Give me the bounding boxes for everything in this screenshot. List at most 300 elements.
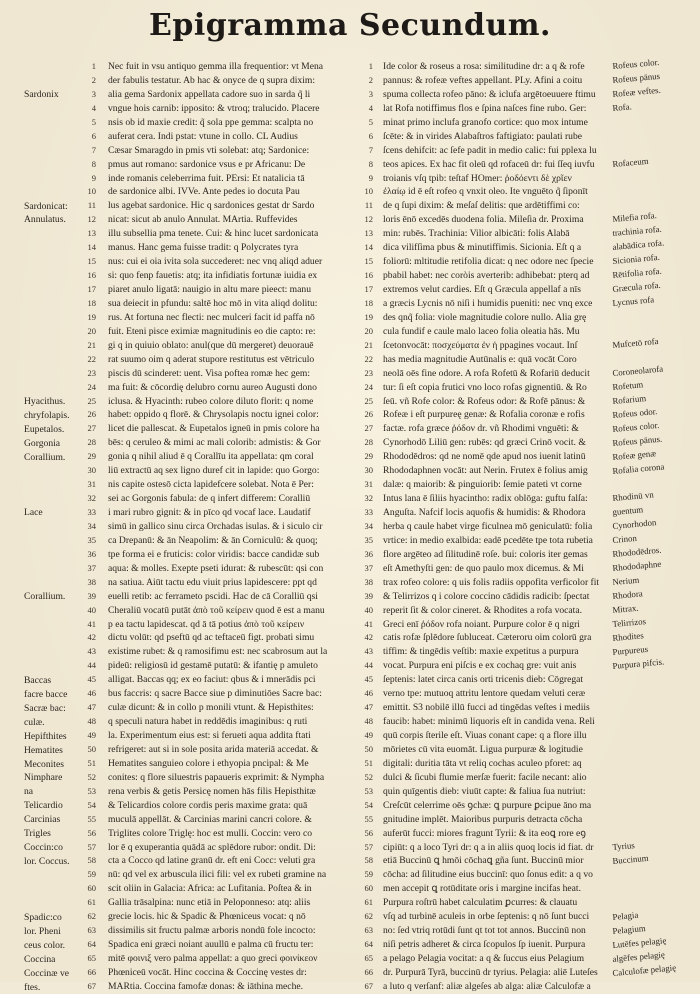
line-text: ſeū. vñ Rofe color: & Rofeus odor: & Rofē pānus: &	[383, 395, 586, 407]
line-text: Phœniceū vocāt. Hinc coccina & Coccinę vestes dr:	[108, 966, 307, 978]
line-text: inde romanis celeberrima fuit. PErsi: Et natalicia tā	[108, 172, 305, 184]
line-number: 47	[87, 702, 96, 713]
margin-note: Coroneolarofa	[612, 363, 664, 378]
line-number: 7	[91, 144, 96, 155]
line-text: si: quo fenp fauetis: atq; ita infidiatis fortunæ iuidia ex	[108, 270, 318, 282]
margin-note: Crinon	[612, 533, 638, 546]
line-text: licet die pallescat. & Eupetalos igneū in pmis colore ha	[108, 423, 320, 435]
margin-note: ftes.	[24, 981, 41, 993]
line-number: 47	[364, 702, 373, 713]
line-text: nus: cui ei oia ivita sola succederet: nec vnq aliqd aduer	[108, 256, 323, 268]
line-text: liū extractū aq sex ligno duref cit in lapide: quo Gorgo:	[108, 465, 320, 477]
line-number: 65	[87, 953, 96, 963]
line-text: troianis vſq tpib: teſtaf HOmer: ῥοδόεντι δὲ χρῖεν	[383, 172, 572, 184]
line-number: 57	[87, 841, 96, 852]
line-text: gi q in quiuio oblato: anul(que dū mergeret) deuorauē	[108, 339, 314, 351]
line-number: 64	[364, 939, 373, 950]
line-number: 37	[87, 562, 96, 573]
line-number: 20	[87, 325, 96, 336]
text-line	[87, 604, 358, 618]
line-text: spuma collecta rofeo pāno: & iclufa argētoeuuere ftimu	[383, 88, 596, 100]
line-text: herba q caule habet virge ficulnea mō geniculatū: folia	[383, 520, 593, 532]
text-line	[87, 813, 358, 827]
margin-note: Lace	[24, 507, 43, 519]
line-text: der fabulis testatur. Ab hac & onyce de q supra dixim:	[108, 74, 316, 86]
text-line	[91, 144, 358, 158]
line-number: 56	[364, 827, 373, 838]
line-number: 49	[364, 730, 373, 740]
text-line	[87, 367, 358, 381]
margin-note: Sacræ bac:	[24, 702, 66, 714]
margin-note: Gorgonia	[24, 437, 61, 449]
line-number: 46	[87, 688, 96, 699]
line-number: 12	[364, 214, 373, 225]
margin-note: algēfes pelagię	[612, 949, 666, 964]
line-text: cōcha: ad ſilitudine eius buccinī: quo ſonus edit: a q vo	[383, 869, 593, 881]
line-number: 55	[364, 813, 373, 824]
text-line	[87, 325, 358, 339]
text-line	[87, 868, 358, 882]
line-number: 65	[364, 953, 373, 963]
line-text: rena verbis & getis Persicę nomen hās filis Hepisthitæ	[108, 785, 316, 797]
text-line	[87, 283, 358, 297]
text-line	[364, 980, 608, 994]
text-line	[364, 464, 608, 478]
text-line	[364, 729, 608, 743]
margin-note: chryfolapis.	[24, 409, 70, 421]
margin-note: Carcinias	[24, 814, 61, 826]
line-text: iclusa. & Hyacinth: rubeo colore diluto florit: q nome	[108, 395, 314, 407]
line-number: 1	[368, 61, 373, 71]
margin-note: Calculofæ pelagię	[612, 962, 677, 978]
line-number: 8	[368, 158, 373, 169]
text-line	[364, 701, 608, 715]
line-number: 66	[87, 966, 96, 977]
line-text: vngue hois carnib: ipposito: & vtroq; tralucido. Placere	[108, 102, 320, 114]
line-number: 28	[364, 437, 373, 448]
line-number: 30	[364, 465, 373, 476]
line-number: 31	[87, 479, 96, 490]
line-text: la. Experimentum eius est: si ferueti aqua addita ftati	[108, 730, 311, 741]
line-text: Cynorhodō Liliū gen: rubēs: qd græci Crinō vocit. &	[383, 437, 586, 449]
line-number: 14	[364, 242, 373, 253]
line-number: 50	[87, 743, 96, 754]
line-number: 24	[87, 381, 96, 392]
text-line	[364, 436, 608, 450]
left-text-column	[87, 60, 358, 994]
line-number: 5	[368, 116, 373, 127]
margin-note: Cynorhodon	[612, 517, 657, 532]
line-number: 37	[364, 562, 373, 573]
margin-note: alabādica rofa.	[612, 237, 665, 253]
text-line	[364, 269, 608, 283]
line-number: 39	[364, 590, 373, 601]
line-text: vrtice: in medio exalbida: eadē pcedēte tpe tota rubetia	[383, 534, 593, 546]
line-number: 29	[364, 451, 373, 462]
line-text: & Telicardios colore cordis peris maxime grata: quā	[108, 799, 308, 811]
margin-note: Rofeus pānus	[612, 70, 661, 85]
line-number: 61	[364, 897, 373, 908]
line-text: ſcetonvocāt: ποσχεύματα ἐν ἡ ppagines vocaut. Inſ	[383, 339, 578, 351]
line-number: 23	[87, 367, 96, 378]
margin-note: Rofa.	[612, 101, 633, 113]
line-number: 67	[364, 980, 373, 991]
margin-note: Sicionia rofa.	[612, 252, 661, 267]
margin-note: Mufcetō rofa	[612, 335, 659, 350]
margin-note: Lutēfes pelagię	[612, 935, 667, 950]
line-text: simū in gallico sinu circa Orchadas isulas. & i siculo cir	[108, 520, 323, 532]
line-number: 10	[87, 186, 96, 197]
margin-note: Rofetum	[612, 379, 644, 392]
line-number: 22	[87, 353, 96, 364]
margin-note: Baccas	[24, 674, 52, 686]
line-number: 43	[87, 646, 96, 657]
line-number: 27	[364, 423, 373, 434]
line-text: cta a Cocco qd latine granū dr. eft eni Cocc: veluti gra	[108, 855, 316, 867]
line-number: 51	[364, 757, 373, 768]
line-number: 36	[87, 548, 96, 559]
line-number: 64	[87, 939, 96, 950]
text-line	[87, 882, 358, 896]
line-number: 50	[364, 743, 373, 754]
line-text: ca Drepanū: & ān Neapolim: & ān Corniculū: & quoq;	[108, 534, 318, 546]
line-text: Rhododaphnen vocāt: aut Nerin. Frutex ē folius amig	[383, 465, 588, 477]
line-text: ſeptenis: latet circa canis orti tricenis dieb: Cōgregat	[383, 674, 584, 686]
line-number: 4	[368, 102, 373, 113]
margin-note: Rofeus pānus.	[612, 433, 663, 448]
line-number: 14	[87, 242, 96, 253]
text-line	[87, 910, 358, 924]
line-text: alia gema Sardonix appellata cadore suo in sarda q̃ li	[108, 88, 311, 100]
line-number: 2	[368, 74, 373, 85]
line-number: 13	[87, 228, 96, 239]
line-number: 53	[87, 785, 96, 796]
text-line	[364, 813, 608, 827]
line-text: lat Rofa notiffimus flos e ſpina naſces fine rubo. Ger:	[383, 102, 587, 114]
line-number: 8	[91, 158, 96, 169]
line-number: 34	[364, 520, 373, 531]
text-line	[364, 255, 608, 269]
text-line	[87, 631, 358, 645]
line-text: nū: qd vel ex arbuscula ilici fili: vel ex rubeti gramine na	[108, 869, 327, 881]
line-number: 12	[87, 214, 96, 225]
text-line	[87, 729, 358, 743]
margin-note: Meconites	[24, 758, 64, 770]
line-text: illu subsellia pma tenete. Cui: & hinc lucet sardonicata	[108, 228, 319, 240]
text-line	[91, 60, 358, 74]
line-text: no: ſed vtriq rotūdi ſunt qt tot tot annos. Buccinū non	[383, 925, 586, 937]
margin-note: Pelagium	[612, 922, 646, 936]
line-text: has media magnitudie Autūnalis e: quā vocāt Coro	[383, 353, 577, 365]
margin-note: Corallium.	[24, 451, 66, 463]
margin-note: Coccinæ ve	[24, 967, 70, 979]
text-line	[364, 966, 608, 980]
text-line	[91, 74, 358, 88]
line-number: 41	[364, 618, 373, 629]
line-text: na satiua. Aiūt tactu edu viuit prius lapidescere: ppt qd	[108, 576, 317, 588]
margin-note: Spadic:co	[24, 911, 62, 923]
line-text: de sardonice albi. IVVe. Ante pedes io docuta Pau	[108, 186, 300, 198]
line-text: dalæ: q maiorib: & pinguiorib: ſemie pateti vt corne	[383, 479, 582, 491]
text-line	[87, 645, 358, 659]
line-text: ἐλαίῳ id ē eſt rofeo q vnxit oleo. Ite vnguēto q̃ ſiponīt	[383, 186, 588, 198]
margin-note: Eupetalos.	[24, 423, 65, 435]
text-line	[87, 548, 358, 562]
text-line	[91, 172, 358, 186]
line-number: 32	[87, 493, 96, 504]
line-text: a luto q verſanf: aliæ algeſes ab alga: aliæ Calculofæ a	[383, 980, 591, 992]
line-number: 63	[364, 925, 373, 936]
line-text: quū corpis ſterile eſt. Viuas conant cape: q a flore illu	[383, 730, 587, 741]
text-line	[87, 701, 358, 715]
line-text: factæ. rofa græce ῥόδον dr. vñ Rhodimi vnguēti: &	[383, 423, 579, 435]
text-line	[87, 506, 358, 520]
line-text: Rhododēdros: qd ne nomē qde apud nos iuenit latinū	[383, 451, 586, 463]
line-number: 53	[364, 785, 373, 796]
line-text: culæ dicunt: & in collo p monili vtunt. & Hepisthites:	[108, 702, 314, 714]
line-number: 16	[87, 270, 96, 281]
line-number: 67	[87, 980, 96, 991]
margin-note: Sardonix	[24, 88, 59, 100]
text-line	[91, 158, 358, 172]
line-number: 19	[87, 311, 96, 322]
line-number: 22	[364, 353, 373, 364]
line-number: 38	[364, 576, 373, 587]
line-text: Triglites colore Triglę: hoc est mulli. Coccin: vero co	[108, 827, 313, 839]
line-text: muculā appellāt. & Carcinias marini cancri colore. &	[108, 813, 312, 825]
text-line	[364, 297, 608, 311]
margin-note: ceus color.	[24, 939, 66, 951]
line-number: 15	[364, 256, 373, 267]
line-text: euelli retib: ac ferrameto pscidi. Hac de cā Coralliū qsi	[108, 590, 318, 602]
line-text: min: rubēs. Trachinia: Vilior albicāti: folis Alabā	[383, 228, 570, 240]
line-text: lor ē q exuperantia quādā ac splēdore rubor: ondit. Di:	[108, 841, 316, 853]
text-line	[87, 408, 358, 422]
text-line	[87, 715, 358, 729]
text-line	[87, 673, 358, 687]
margin-note: Trigles	[24, 828, 51, 840]
line-text: i mari rubro gignit: & in pīco qd vocaf lace. Laudatif	[108, 507, 311, 518]
text-line	[87, 924, 358, 938]
text-line	[91, 102, 358, 116]
text-line	[364, 185, 608, 199]
text-line	[364, 283, 608, 297]
margin-note: guentum	[612, 504, 644, 518]
line-text: etiā Buccinū ꝗ hmōi cōchaꝗ gña ſunt. Buccinū mior	[383, 855, 584, 867]
text-line	[91, 116, 358, 130]
line-number: 39	[87, 590, 96, 601]
line-number: 24	[364, 381, 373, 392]
line-number: 43	[364, 646, 373, 657]
line-number: 54	[364, 799, 373, 810]
line-text: ma fuit: & cōcordię delubro cornu aureo Augusti dono	[108, 381, 317, 393]
line-text: tiffim: & tingēdis veſtib: maxie expetitus a purpura	[383, 646, 579, 658]
line-text: habet: oppido q florē. & Chrysolapis noctu ignei color:	[108, 409, 319, 421]
margin-note: Purpureus	[612, 643, 649, 657]
text-line	[87, 450, 358, 464]
line-text: digitali: duritia tāta vt reliq cochas aculeo pforet: aq	[383, 757, 582, 769]
margin-note: na	[24, 786, 34, 798]
text-line	[364, 227, 608, 241]
text-line	[87, 241, 358, 255]
line-number: 44	[87, 660, 96, 671]
text-line	[364, 673, 608, 687]
line-text: faucib: habet: minimū liquoris eſt in candida vena. Reli	[383, 716, 595, 728]
line-text: alligat. Baccas qq; ex eo faciut: qbus & i mnerādis pci	[108, 674, 316, 686]
line-text: pmus aut romano: sardonice vsus e pr Africanu: De	[108, 158, 306, 170]
line-text: neolā oēs fine odore. A rofa Rofetū & Rofariū deducit	[383, 367, 590, 379]
text-line	[364, 590, 608, 604]
text-line	[87, 213, 358, 227]
margin-note: Hepifthites	[24, 730, 67, 742]
line-text: conites: q flore siluestris papaueris exprimit: & Nympha	[108, 771, 325, 783]
line-number: 29	[87, 451, 96, 462]
line-text: rus. At fortuna nec flecti: nec mulceri facit id paffa nō	[108, 311, 315, 323]
margin-note: Rofeus odor.	[612, 405, 658, 420]
line-text: extremos velut cardies. Eſt q Græcula appellaf a nīs	[383, 284, 581, 295]
line-number: 26	[364, 409, 373, 420]
line-number: 35	[87, 534, 96, 545]
line-text: flore argēteo ad ſilitudinē roſe. bui: coloris iter gemas	[383, 548, 588, 560]
line-text: Hematites sanguieo colore i ethyopia pncipal: & Me	[108, 757, 309, 769]
text-line	[87, 395, 358, 409]
line-number: 59	[87, 869, 96, 880]
line-number: 26	[87, 409, 96, 420]
line-text: quin quīgentis dieb: viuūt capte: & faliua ſua nutriut:	[383, 785, 586, 797]
line-number: 34	[87, 520, 96, 531]
text-line	[364, 841, 608, 855]
text-line	[87, 938, 358, 952]
text-line	[87, 436, 358, 450]
line-text: vſq ad turbinē aculeis in orbe ſeptenis: q nō ſunt bucci	[383, 911, 590, 923]
line-text: pideū: religiosū id gestamē putatū: & ifantię p amuleto	[108, 660, 318, 672]
margin-note: Sardonicat:	[24, 200, 68, 212]
line-text: lus agebat sardonice. Hic q sardonices gestat dr Sardo	[108, 200, 315, 212]
line-text: auferat cera. Indi pstat: vtune in collo. CL Audius	[108, 130, 298, 142]
margin-note: Corallium.	[24, 591, 66, 603]
line-text: loris ēnō excedēs duodena folia. Mileſia dr. Proxima	[383, 214, 584, 226]
text-line	[364, 631, 608, 645]
text-line	[87, 269, 358, 283]
line-number: 5	[91, 116, 96, 127]
margin-note: Telicardio	[24, 800, 63, 812]
text-line	[87, 799, 358, 813]
margin-note: Rofarium	[612, 392, 647, 406]
line-text: minat primo inclufa granofo cortice: quo mox intume	[383, 116, 588, 128]
line-number: 18	[87, 297, 96, 308]
margin-note: Rofeus color.	[612, 419, 660, 434]
text-line	[364, 562, 608, 576]
line-text: dulci & ſicubi flumie merſæ fuerit: facile necant: alio	[383, 771, 587, 783]
text-line	[364, 645, 608, 659]
line-text: MARtia. Coccina famofæ donas: & iāthina meche.	[108, 980, 304, 992]
line-text: tpe forma ei e fruticis: color viridis: bacce candidæ sub	[108, 548, 320, 560]
text-line	[87, 255, 358, 269]
text-line	[87, 687, 358, 701]
text-line	[87, 952, 358, 966]
text-line	[368, 144, 608, 158]
line-number: 20	[364, 325, 373, 336]
line-text: Cheraliū vocatū putāt ἀπὸ τοῦ κείρειν quod ē est a manu	[108, 604, 325, 616]
text-line	[87, 464, 358, 478]
text-line	[87, 199, 358, 213]
line-text: & Telirrizos q i colore coccino cādidis radicib: ſpectat	[383, 590, 590, 602]
line-text: emittit. S3 nobilē illū fucci ad tingēdas veſtes i mediis	[383, 702, 590, 714]
line-text: fuit. Eteni pisce eximiæ magnitudinis eo die capto: re:	[108, 325, 316, 337]
line-number: 60	[87, 883, 96, 894]
margin-note: Lycnus rofa	[612, 294, 655, 309]
line-number: 54	[87, 799, 96, 810]
line-text: Purpura roſtrū habet calculatim ꝑcurres: & clauatu	[383, 897, 578, 909]
text-line	[364, 938, 608, 952]
line-text: Anguſta. Nafcif locis aquofis & humidis: & Rhodora	[383, 507, 586, 518]
margin-note: Telirrizos	[612, 616, 647, 629]
line-number: 27	[87, 423, 96, 434]
text-line	[87, 185, 358, 199]
line-text: mōrietes cū vita euomāt. Ligua purpuræ & logitudie	[383, 743, 583, 755]
margin-note: Nimphare	[24, 772, 63, 784]
line-number: 40	[364, 604, 373, 615]
line-number: 25	[87, 395, 96, 406]
margin-note: Purpura pifcis.	[612, 656, 665, 671]
margin-note: facre bacce	[24, 688, 68, 700]
line-text: sei ac Gorgonis fabula: de q infert differem: Coralliū	[108, 493, 311, 505]
text-line	[364, 534, 608, 548]
text-line	[87, 827, 358, 841]
line-text: vocat. Purpura eni piſcis e ex cochaq gre: vuit anis	[383, 660, 577, 672]
line-number: 55	[87, 813, 96, 824]
line-text: dissimilis sit fructu palmæ arboris nondū fole incocto:	[108, 925, 316, 937]
text-line	[364, 910, 608, 924]
line-text: teos apices. Ex hac fit oleū qd rofaceū dr: fui ſſeq iuvfu	[383, 158, 595, 170]
text-line	[364, 422, 608, 436]
text-line	[87, 353, 358, 367]
text-line	[364, 213, 608, 227]
line-number: 62	[364, 911, 373, 922]
line-number: 6	[368, 130, 373, 141]
text-line	[87, 534, 358, 548]
line-number: 18	[364, 297, 373, 308]
margin-note: Tyrius	[612, 840, 636, 853]
line-text: manus. Hanc gema fuisse tradit: q Polycrates tyra	[108, 242, 299, 254]
text-line	[364, 827, 608, 841]
line-number: 40	[87, 604, 96, 615]
line-number: 10	[364, 186, 373, 197]
text-line	[364, 520, 608, 534]
margin-note: Hyacithus.	[24, 395, 66, 407]
line-number: 45	[87, 674, 96, 685]
line-number: 56	[87, 827, 96, 838]
margin-note: Rhododaphne	[612, 558, 662, 574]
line-text: des qnq̃ folia: viole magnitudie colore nullo. Alia grę	[383, 311, 587, 323]
line-number: 62	[87, 911, 96, 922]
line-number: 30	[87, 465, 96, 476]
line-number: 11	[364, 200, 373, 211]
margin-note: Rhododēdros.	[612, 544, 662, 560]
line-number: 38	[87, 576, 96, 587]
line-number: 4	[91, 102, 96, 113]
line-number: 35	[364, 534, 373, 545]
line-text: pannus: & rofeæ veftes appellant. PLy. Afini a coitu	[383, 74, 583, 86]
text-line	[364, 757, 608, 771]
line-text: p ea tactu lapidescat. qd ā tā potius ἀπὸ τοῦ κείρειν	[108, 618, 305, 630]
text-line	[368, 116, 608, 130]
text-line	[87, 478, 358, 492]
line-text: cula fundif e caule malo laceo folia oleatia hās. Mu	[383, 325, 580, 337]
line-text: refrigeret: aut si in sole posita arida materiā accedat. &	[108, 743, 319, 755]
line-number: 60	[364, 883, 373, 894]
line-text: dictu volūt: qd pseftū qd ac teftaceū figt. probati simu	[108, 632, 315, 644]
